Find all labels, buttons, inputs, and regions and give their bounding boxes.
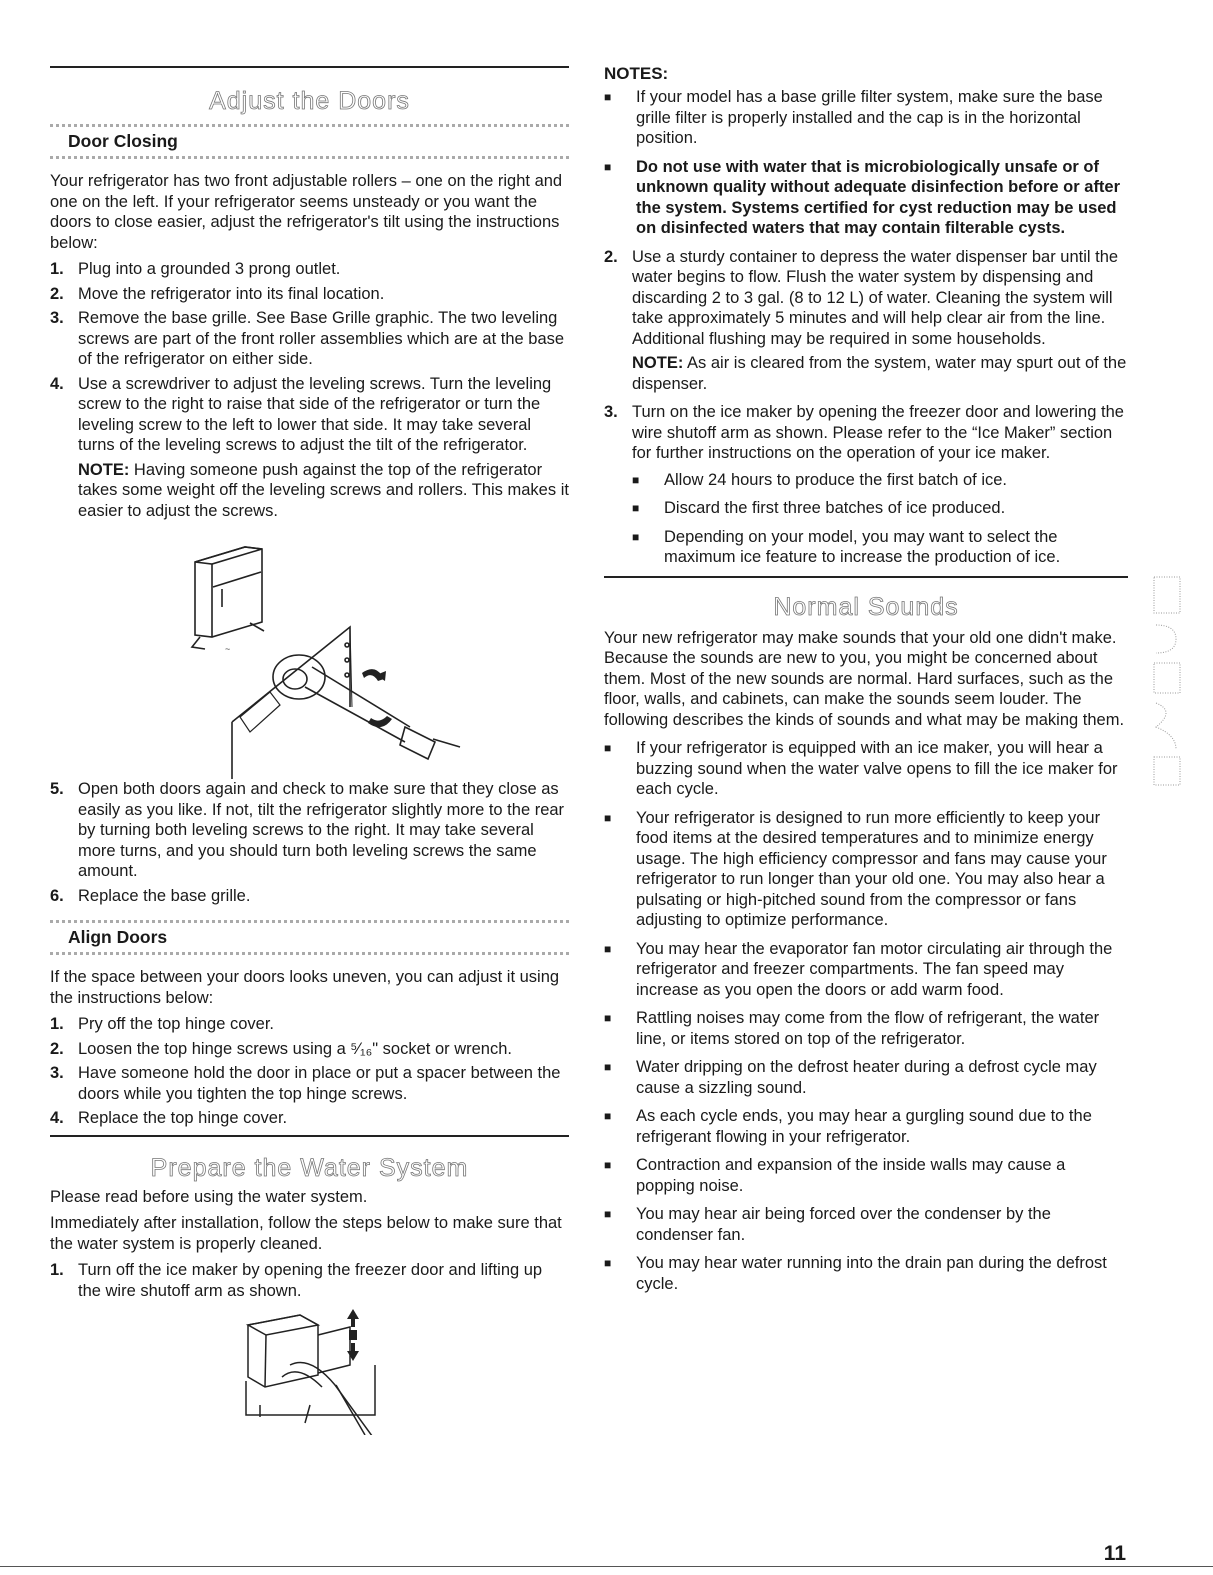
list-item: ■ You may hear air being forced over the condenser by the condenser fan. (604, 1205, 1051, 1244)
section-title-normal-sounds: Normal Sounds (773, 592, 959, 621)
side-tab-pattern (1150, 575, 1184, 790)
water-system-steps-continued (604, 247, 1128, 350)
svg-text:~: ~ (225, 644, 231, 654)
list-item: 4. Replace the top hinge cover. (50, 1109, 288, 1127)
ice-maker-illustration (50, 1305, 569, 1435)
list-item: 1. Turn off the ice maker by opening the freezer door and lifting up the wire shutoff arm as shown. (50, 1261, 543, 1300)
section-title-adjust-doors: Adjust the Doors (209, 87, 410, 115)
bullet-icon: ■ (604, 1256, 612, 1270)
list-item: ■ Allow 24 hours to produce the first batch of ice. (632, 470, 1008, 489)
list-item: ■ Rattling noises may come from the flow of refrigerant, the water line, or items stored on top of the refrigerator. (604, 1009, 1100, 1048)
subheading-align-doors: Align Doors (50, 920, 569, 955)
right-column (604, 0, 1128, 1302)
section-rule (50, 66, 569, 68)
left-column (50, 0, 569, 1435)
align-doors-intro: If the space between your doors looks uneven, you can adjust it using the instructions below: (50, 968, 560, 1007)
water-system-note: Please read before using the water system. (50, 1187, 368, 1206)
normal-sounds-intro: Your new refrigerator may make sounds that your old one didn't make. Because the sounds are new to you, you might be concerned about them. Most of the new sounds are normal. Hard surfaces, such as the floor, walls, and cabinets, can make the sounds seem louder. The following describes the kinds of sounds and what may be making them. (604, 628, 1125, 729)
ice-maker-bullets (604, 470, 1128, 568)
list-item: 2. Loosen the top hinge screws using a ⁵⁄₁₆" socket or wrench. (50, 1039, 512, 1058)
page-number: 11 (1103, 1542, 1126, 1565)
water-system-step3 (604, 402, 1128, 464)
water-system-intro: Immediately after installation, follow the steps below to make sure that the water system is properly cleaned. (50, 1214, 562, 1253)
ice-maker-drawing (50, 1305, 569, 1435)
door-closing-note: NOTE: Having someone push against the top of the refrigerator takes some weight off the leveling screws and rollers. This makes it easier to adjust the screws. (78, 460, 569, 520)
bullet-icon: ■ (604, 941, 612, 956)
list-item: 1. Plug into a grounded 3 prong outlet. (50, 260, 341, 278)
list-item: ■ Your refrigerator is designed to run more efficiently to keep your food items at the desired temperatures and to minimize energy usage. The high efficiency compressor and fans may cause your refrigerator to run longer than your old one. You may also hear a pulsating or high-pitched sound from the compressor or fans adjusting to optimize performance. (604, 808, 1107, 929)
side-tab-decoration (1150, 575, 1184, 790)
bullet-icon: ■ (632, 501, 640, 515)
bullet-icon: ■ (604, 810, 612, 825)
list-item: ■ Do not use with water that is microbiologically unsafe or of unknown quality without adequate disinfection before or after the system. Systems certified for cyst reduction may be used on disinfected waters that may contain filterable cysts. (604, 157, 1121, 237)
list-item: ■ As each cycle ends, you may hear a gurgling sound due to the refrigerant flowing in your refrigerator. (604, 1107, 1092, 1146)
subheading-door-closing: Door Closing (50, 124, 569, 159)
section-rule (50, 1135, 569, 1137)
section-title-water-system: Prepare the Water System (150, 1153, 469, 1182)
list-item: ■ Depending on your model, you may want to select the maximum ice feature to increase the production of ice. (632, 527, 1061, 566)
list-item: ■ If your model has a base grille filter system, make sure the base grille filter is properly installed and the cap is in the horizontal position. (604, 88, 1103, 147)
list-item: 4. Use a screwdriver to adjust the leveling screws. Turn the leveling screw to the right to raise that side of the refrigerator or turn the leveling screw to the left to lower that side. It may take several turns of the leveling screws to adjust the tilt of the refrigerator. (50, 374, 552, 454)
list-item: ■ You may hear the evaporator fan motor circulating air through the refrigerator and freezer compartments. The fan speed may increase as you open the doors or add warm food. (604, 939, 1113, 999)
bottom-rule (0, 1566, 1213, 1567)
bullet-icon: ■ (604, 1207, 612, 1221)
align-doors-steps (50, 1014, 569, 1129)
water-system-steps (50, 1260, 569, 1301)
bullet-icon: ■ (604, 741, 612, 755)
list-item: 2. Move the refrigerator into its final location. (50, 284, 385, 303)
bullet-icon: ■ (604, 159, 612, 174)
door-closing-intro: Your refrigerator has two front adjustable rollers – one on the right and one on the left. If your refrigerator seems unsteady or you want the doors to close easier, adjust the refrigerator's tilt using the instructions below: (50, 172, 563, 252)
list-item: ■ Contraction and expansion of the inside walls may cause a popping noise. (604, 1156, 1066, 1195)
list-item: ■ Discard the first three batches of ice produced. (632, 499, 1006, 517)
flush-note: NOTE: As air is cleared from the system, water may spurt out of the dispenser. (632, 354, 1127, 393)
bullet-icon: ■ (604, 1060, 612, 1074)
door-closing-steps (50, 259, 569, 456)
list-item: 3. Remove the base grille. See Base Grille graphic. The two leveling screws are part of the front roller assemblies which are at the base of the refrigerator on either side. (50, 309, 565, 368)
sounds-list (604, 738, 1128, 1294)
refrigerator-roller-drawing (50, 527, 569, 779)
door-closing-steps-continued (50, 779, 569, 906)
notes-list (604, 87, 1128, 239)
bullet-icon: ■ (604, 1158, 612, 1172)
bullet-icon: ■ (604, 1011, 612, 1025)
list-item: ■ You may hear water running into the drain pan during the defrost cycle. (604, 1254, 1107, 1293)
notes-label: NOTES: (604, 64, 669, 83)
bullet-icon: ■ (604, 90, 612, 104)
bullet-icon: ■ (632, 529, 640, 544)
list-item: 1. Pry off the top hinge cover. (50, 1015, 274, 1033)
list-item: ■ If your refrigerator is equipped with an ice maker, you will hear a buzzing sound when the water valve opens to fill the ice maker for each cycle. (604, 739, 1118, 798)
list-item: 2. Use a sturdy container to depress the water dispenser bar until the water begins to flow. Flush the water system by dispensing and discarding 2 to 3 gal. (8 to 12 L) of water. Cleaning the system will take approximately 5 minutes and will help clear air from the line. Additional flushing may be required in some households. (604, 247, 1119, 348)
leveling-screw-illustration (50, 527, 569, 779)
bullet-icon: ■ (632, 472, 640, 487)
list-item: 3. Have someone hold the door in place or put a spacer between the doors while you tighten the top hinge screws. (50, 1064, 561, 1103)
list-item: 6. Replace the base grille. (50, 886, 251, 905)
list-item: ■ Water dripping on the defrost heater during a defrost cycle may cause a sizzling sound. (604, 1058, 1097, 1097)
section-rule (604, 576, 1128, 578)
list-item: 3. Turn on the ice maker by opening the freezer door and lowering the wire shutoff arm as shown. Please refer to the “Ice Maker” section for further instructions on the operation of your ice maker. (604, 403, 1124, 462)
bullet-icon: ■ (604, 1109, 612, 1123)
list-item: 5. Open both doors again and check to make sure that they close as easily as you like. If not, tilt the refrigerator slightly more to the rear by turning both leveling screws to the right. It may take several more turns, and you should turn both leveling screws the same amount. (50, 780, 565, 880)
